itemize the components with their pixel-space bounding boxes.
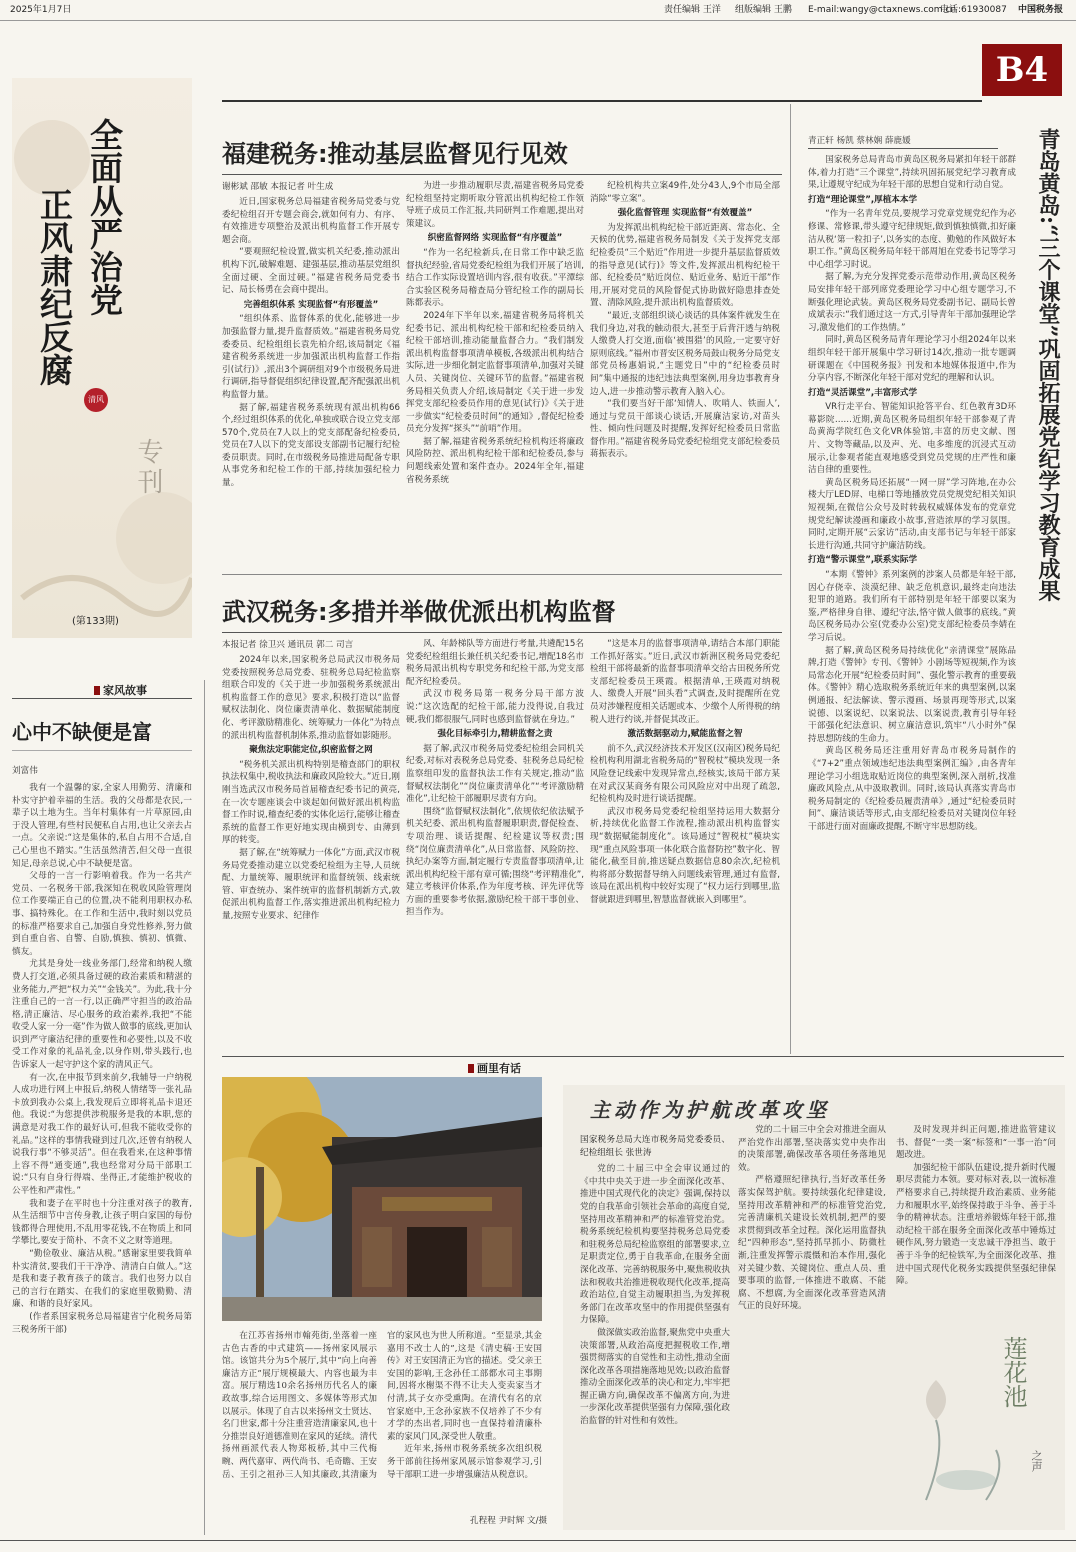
paragraph: 黄岛区税务局还拓展“一网一屏”学习阵地,在办公楼大厅LED屏、电梯口等地播放党员党规党纪相关知识短视频,在微信公众号及时转载权威媒体发布的党章党规党纪解读漫画和廉政小故事,营造浓厚的学习氛围。同时,定期开展“云家访”活动,由支部书记与年轻干部家长进行沟通,共同守护廉洁防线。 (808, 477, 1016, 551)
fujian-col2 (406, 180, 584, 564)
fujian-byline: 谢彬斌 邵敏 本报记者 叶生成 (222, 182, 334, 192)
paragraph: “这是本月的监督事项清单,请结合本部门职能工作抓好落实。”近日,武汉市新洲区税务局党委纪检组干部将最新的监督事项清单交给古田税务所党支部纪检委员王瑛霞。根据清单,王瑛霞对纳税人、缴费人开展“回头看”式调查,及时提醒所在党员对涉嫌程度相关话题或本、少缴个人所得税的纳税人进行约谈,并督促其改正。 (590, 639, 780, 725)
family-title-rule (12, 750, 192, 751)
commentary-title: 主动作为护航改革攻坚 (590, 1098, 830, 1122)
paragraph: 党的二十届三中全会对推进全面从严治党作出部署,坚决落实党中央作出的决策部署,确保改革各项任务落地见效。 (738, 1125, 886, 1173)
seal-stamp: 清风 (84, 388, 108, 412)
paragraph: 为进一步推动履职尽责,福建省税务局党委纪检组坚持定期听取分管派出机构纪检工作领导班子成员工作汇报,共同研判工作难题,提出对策建议。 (406, 181, 584, 229)
museum-photo (222, 1077, 542, 1321)
family-title: 心中不缺便是富 (12, 720, 152, 744)
left-column-divider (204, 680, 205, 1535)
fujian-headline-rule (222, 174, 782, 175)
seal-title: 莲花池 (999, 1336, 1027, 1408)
qingdao-body (808, 154, 1016, 1050)
issue-number: (第133期) (72, 616, 119, 627)
wuhan-byline: 本报记者 徐卫兴 通讯员 郭二 司言 (222, 640, 354, 650)
subheading: 打造“理论课堂”,厚植本本学 (808, 194, 918, 205)
paragraph: 党的二十届三中全会审议通过的《中共中央关于进一步全面深化改革、推进中国式现代化的决定》强调,保持以党的自我革命引领社会革命的高度自觉,坚持用改革精神和严的标准管党治党。税务系统纪检机构要坚持税务总局党委和驻税务总局纪检监察组的部署要求,立足职责定位,勇于自我革命,在服务全面深化改革、完善纳税服务中,聚焦税收执法和税收共治推进税收现代化改革,提高政治站位,自觉主动履职担当,为发挥税务部门在改革攻坚中的作用提供坚强有力保障。 (580, 1164, 730, 1326)
paragraph: VR行走平台、智能知识抢答平台、红色教育3D环幕影院……近期,黄岛区税务局组织年轻干部参观了青岛黄海学院红色文化VR体验馆,丰富的历史文献、图片、文物等藏品,以及声、光、电多维度的沉浸式互动展示,让参观者能直观地感受到党员党规的庄严性和廉洁自律的重要性。 (808, 402, 1016, 476)
fujian-headline: 福建税务:推动基层监督见行见效 (222, 140, 568, 168)
picture-credit: 孔程程 尹时辉 文/摄 (470, 1516, 548, 1526)
subheading: 强化监督管理 实现监督“有效覆盖” (617, 208, 753, 219)
paragraph: (作者系国家税务总局福建省宁化税务局第三税务所干部) (12, 1311, 192, 1335)
contact-email[interactable]: E-mail:wangy@ctaxnews.com.cn (808, 5, 957, 15)
paragraph: 前不久,武汉经济技术开发区(汉南区)税务局纪检机构利用湖北省税务局的“智税杖”模块发现一条风险登记线索中发现异常点,经核实,该局干部方某在对武汉某商务有限公司风险应对中出现了疏忽,纪检机构及时进行谈话提醒。 (590, 743, 780, 805)
family-section-label: 家风故事 (94, 682, 147, 698)
paper-name: 中国税务报 (1018, 5, 1064, 15)
banner-title-line2: 正风肃纪反腐 (35, 188, 74, 386)
subheading: 打造“灵活课堂”,丰富形式学 (808, 387, 918, 398)
fujian-col1 (222, 196, 400, 564)
paragraph: 有一次,在申报节到来前夕,我辅导一户纳税人成功进行网上申报后,纳税人情绪等一张礼品卡放到我办公桌上,我发现后立即将礼品卡退还他。我说:“为您提供涉税服务是我的本职,您的满意是对我工作的最好认可,但我不能收受你的礼品。”这样的事情我碰到过几次,还曾有纳税人说我行事“不够灵活”。但在我看来,在这种事情上容不得“通变通”,我也经常对分局干部职工说:“只有自身行得端、坐得正,才能维护税收的公平性和严肃性。” (12, 1072, 192, 1196)
paragraph: 据了解,武汉市税务局党委纪检组会同机关纪委,对标对表税务总局党委、驻税务总局纪检监察组印发的监督执法工作有关规定,推动“监督赋权法制化”“岗位廉责清单化”“考评激励精准化”,让纪检干部履职尽责有方向。 (406, 743, 584, 805)
paragraph: 风、年龄梯队等方面进行考量,共遴配15名党委纪检组组长兼任机关纪委书记,增配18名市税务局派出机构专职党务和纪检干部,为党支部配齐纪检委员。 (406, 639, 584, 687)
family-body (12, 782, 192, 1530)
divider (222, 574, 782, 575)
banner-title-line1: 全面从严治党 (85, 118, 124, 316)
paragraph: 据了解,为充分发挥党委示范带动作用,黄岛区税务局安排年轻干部列席党委理论学习中心组专题学习,不断强化理论武装。黄岛区税务局党委副书记、副局长曾成斌表示:“我们通过这一方式,引导青年干部加强理论学习,激发他们的工作热情。” (808, 272, 1016, 333)
wuhan-headline: 武汉税务:多措并举做优派出机构监督 (222, 598, 616, 626)
paragraph: 国家税务总局青岛市黄岛区税务局紧扣年轻干部群体,着力打造“三个课堂”,持续巩固拓展党纪学习教育成果,让遵规守纪成为年轻干部的思想自觉和行动自觉。 (808, 155, 1016, 191)
wuhan-col1 (222, 654, 400, 1050)
paragraph: 武汉市税务局第一税务分局干部方波说:“这次选配的纪检干部,能力没得说,自我过硬,我们都很服气,同时也感到监督就在身边。” (406, 689, 584, 725)
commentary-col1 (580, 1134, 730, 1520)
lower-section-rule (222, 1056, 1064, 1057)
responsible-editor: 责任编辑 王洋 (664, 5, 721, 15)
subheading: 织密监督网络 实现监督“有序覆盖” (427, 233, 563, 244)
paragraph: “组织体系、监督体系的优化,能够进一步加强监督力量,提升监督质效。”福建省税务局党委委员、纪检组组长袁先柏介绍,该局制定《福建省税务系统进一步加强派出机构监督工作指引(试行)》,派出3个调研组对9个市级税务局进行调研,指导督促组织纪律设置,配齐配强派出机构监督力量。 (222, 314, 400, 400)
seal-subtitle: 之声 (1030, 1450, 1043, 1472)
paragraph: 我和妻子在平时也十分注重对孩子的教育,从生活细节中言传身教,让孩子明白家国的每份钱都得合理使用,不乱用零花钱,不在物质上和同学攀比,要安于简朴、不贪不义之财等道理。 (12, 1198, 192, 1247)
paragraph: 我有一个温馨的家,全家人用勤劳、清廉和朴实守护着幸福的生活。我的父母都是农民,一辈子以土地为生。当年村集体有一片草原园,由于没人管理,有些村民便私自占用,也让父亲去占一点。父亲说:“这是集体的,私自占用不合适,自己心里也不踏实。”生活虽然清苦,但父母一直很知足,母亲总说,心中不缺便是富。 (12, 783, 192, 869)
paragraph: 同时,黄岛区税务局青年理论学习小组2024年以来组织年轻干部开展集中学习研讨14次,推动一批专题调研课题在《中国税务报》刊发和本地媒体报道中,作为分享内容,不断深化年轻干部对党纪的理解和认识。 (808, 335, 1016, 384)
contact-phone: 电话:61930087 (940, 5, 1007, 15)
paragraph: 严格遵照纪律执行,当好改革任务落实保驾护航。要持续强化纪律建设,坚持用改革精神和严的标准管党治党,完善清廉机关建设长效机制,把严的要求贯彻到改革全过程。深化运用监督执纪“四种形态”,坚持抓早抓小、防微杜渐,注重发挥警示震慑和治本作用,强化对关键少数、关键岗位、重点人员、重要事项的监督,一体推进不敢腐、不能腐、不想腐,为全面深化改革营造风清气正的良好环境。 (738, 1175, 886, 1312)
paragraph: 2024年以来,国家税务总局武汉市税务局党委按照税务总局党委、驻税务总局纪检监察组联合印发的《关于进一步加强税务系统派出机构监督工作的意见》要求,积极打造以“监督赋权法制化、岗位廉责清单化、数据赋能制度化、考评激励精准化、统筹赋力一体化”为特点的派出机构监督机制体系,推动监督如影随形。 (222, 655, 400, 741)
family-rule (12, 698, 192, 699)
paragraph: 据了解,福建省税务系统现有派出机构66个,经过组织体系的优化,单独或联合设立党支部570个,党员在7人以上的党支部配备纪检委员,党员在7人以下的党支部设支部副书记履行纪检委员职责。同时,在市级税务局推进局配备专职从事党务和纪检工作的干部,持续加强纪检力量。 (222, 402, 400, 489)
paragraph: 据了解,福建省税务系统纪检机构还将廉政风险防控、派出机构纪检干部和纪检委员,参与问题线索处置和案件查办。2024年全年,福建省税务系统 (406, 436, 584, 485)
paragraph: “作为一名纪检新兵,在日常工作中缺乏监督执纪经验,省局党委纪检组为我们开展了培训,结合工作实际设置培训内容,很有收获。”平潭综合实验区税务局稽查局分管纪检工作的副局长陈都表示。 (406, 247, 584, 309)
commentary-col2 (738, 1124, 886, 1520)
commentary-author: 国家税务总局大连市税务局党委委员、纪检组组长 张世涛 (580, 1135, 730, 1158)
lotus-seal (896, 1330, 1056, 1520)
subheading: 聚焦法定职能定位,织密监督之网 (249, 745, 373, 756)
qingdao-byline: 青正轩 杨凯 蔡林娴 薛鹿媛 (808, 136, 911, 146)
special-label: 专刊 (133, 438, 163, 498)
paragraph: 据了解,黄岛区税务局持续优化“亲清课堂”展陈品牌,打造《警钟》专刊、《警钟》小剧场等短视频,作为该局常态化开展“纪检委员时间”、强化警示教育的重要载体。《警钟》精心选取税务系统近年来的典型案例,以案例通报、纪法解读、警示漫画、场景再现等形式,以案说德、以案说纪、以案说法、以案说责,教育引导年轻干部强化纪法意识、树立廉洁意识,筑牢“八小时外”保持思想防线的生命力。 (808, 645, 1016, 744)
bottom-rule (0, 1540, 1076, 1541)
lotus-icon (896, 1330, 1056, 1520)
subheading: 强化目标牵引力,精耕监督之责 (437, 729, 553, 740)
paragraph: 纪检机构共立案49件,处分43人,9个市局全部消除“零立案”。 (590, 181, 780, 204)
top-rule (222, 100, 982, 102)
paragraph: 武汉市税务局党委纪检组坚持运用大数据分析,持续优化监督工作流程,推动派出机构监督实现“数据赋能制度化”。该局通过“智税杖”模块实现“重点风险事项一体化联合监督防控”数字化、智能化,截至目前,推送疑点数据信息80余次,纪检机构将部分数据督导纳入问题线索管理,通过有监督,该局在派出机构中较好实现了“权力运行到哪里,监督就跟进到哪里,智慧监督就嵌入到哪里”。 (590, 806, 780, 905)
page-header (0, 0, 1076, 21)
wuhan-col3 (590, 638, 780, 1050)
paragraph: 及时发现并纠正问题,推进监管建议书、督促“一类一案”标签和“一事一治”问题改进。 (896, 1125, 1056, 1161)
picture-section-label: 画里有话 (468, 1060, 521, 1076)
subheading: 完善组织体系 实现监督“有形覆盖” (243, 299, 379, 310)
paragraph: “勤俭敬业、廉洁从税。”感谢家里要我简单朴实清贫,要我们干干净净、清清白白做人。”这是我和妻子教育孩子的箴言。我们也努力以自己的言行在踏实、在我们的家庭里敬勤勤、清廉、和谐的良好家风。 (12, 1248, 192, 1310)
paragraph: 据了解,在“统筹赋力一体化”方面,武汉市税务局党委推动建立以党委纪检组为主导,人员统配、力量统筹、履职统评和监督统领、线索统管、审查统办、案件统审的监督机制新方式,敦促派出机构监督工作,落实推进派出机构纪检力量,按照专业要求、纪律作 (222, 847, 400, 921)
paragraph: 为发挥派出机构纪检干部近距离、常态化、全天候的优势,福建省税务局制发《关于发挥党支部纪检委员“三个贴近”作用进一步提升基层监督质效的指导意见(试行)》等文件,发挥派出机构纪检干部、纪检委员“贴近岗位、贴近业务、贴近干部”作用,开展对党员的风险督促式协助做好隐患排查处置、清除风险,提升派出机构监督质效。 (590, 222, 780, 309)
paragraph: 2024年下半年以来,福建省税务局将机关纪委书记、派出机构纪检干部和纪检委员纳入纪检干部培训,推动能量监督合力。“我们制发派出机构监督事项清单模板,各级派出机构结合实际,进一步细化制定监督事项清单,加强对关键人员、关键岗位、关键环节的监督。”福建省税务局相关负责人介绍,该局制定《关于进一步发挥党支部纪检委员作用的意见(试行)》《关于进一步做实“纪检委员时间”的通知》,督促纪检委员充分发挥“探头”“前哨”作用。 (406, 310, 584, 435)
wuhan-col2 (406, 638, 584, 1050)
subheading: 激活数据驱动力,赋能监督之智 (627, 729, 743, 740)
subheading: 打造“警示课堂”,联系实际学 (808, 555, 918, 566)
paragraph: 黄岛区税务局还注重用好青岛市税务局制作的《“7+2”重点领域违纪违法典型案例汇编》,由各青年理论学习小组选取贴近岗位的典型案例,深入剖析,找准廉政风险点,从中汲取教训。同时,该局认真落实青岛市税务局制定的《纪检委员履责清单》,通过“纪检委员时间”、廉洁谈话等形式,由支部纪检委员对关键岗位年轻干部进行面对面廉政提醒,不断守牢思想防线。 (808, 746, 1016, 832)
paragraph: 尤其是身处一线业务部门,经常和纳税人缴费人打交道,必须具备过硬的政治素质和精湛的业务能力,严把“权力关”“金钱关”。为此,我十分注重自己的一言一行,以正确严守担当的政治品格,清正廉洁、尽心服务的政治素养,我把“不能收受人家一分一毫”作为做人做事的底线,更加认识到严守廉洁纪律的重要性和必要性,以及不收受工作对象的礼品礼金,以身作则,带头践行,也告诉家人一起守护这个家的清风正气。 (12, 959, 192, 1071)
paragraph: “作为一名青年党员,要规学习党章党规党纪作为必修课、常修课,带头遵守纪律规矩,做到慎独慎微,扣好廉洁从税‘第一粒扣子’,以务实的态度、勤勉的作风做好本职工作。”黄岛区税务局年轻干部周旭在党委书记等学习中心组学习时说。 (808, 209, 1016, 270)
picture-caption (222, 1330, 542, 1510)
museum-illustration (222, 1077, 542, 1321)
page-number-badge: B4 (982, 44, 1062, 96)
paragraph: 近年来,扬州市税务系统多次组织税务干部前往扬州家风展示馆参观学习,引导干部职工进一步增强廉洁从税意识。 (387, 1444, 542, 1480)
paragraph: “要观照纪检设置,做实机关纪委,推动派出机构下沉,破解难题、建强基层,推动基层党组织全面过硬、全面过硬。”福建省税务局党委书记、局长杨勇在会商中提出。 (222, 247, 400, 296)
paragraph: “最近,支部组织谈心谈话的具体案件就发生在我们身边,对我的触动很大,甚至于后背汗透与纳税人缴费人打交道,面临‘被围猎’的风险,一定要守好原则底线。”福州市晋安区税务局鼓山税务分局党支部党员杨惠娟说,“主题党日”中的“纪检委员时间”集中通报的违纪违法典型案例,用身边事教育身边人,进一步推动警示教育入脑入心。 (590, 310, 780, 397)
paragraph: 做深做实政治监督,聚焦党中央重大决策部署,从政治高度把握税收工作,增强贯彻落实的自觉性和主动性,推动全面深化改革各项措施落地见效;以政治监督推动全面深化改革的决心和定力,牢牢把握正确方向,确保改革不偏离方向,为进一步深化改革提供坚强有力保障,强化政治监督的针对性和有效性。 (580, 1327, 730, 1427)
paragraph: 加强纪检干部队伍建设,提升新时代履职尽责能力本领。要对标对表,以一流标准严格要求自己,持续提升政治素质、业务能力和履职水平,始终保持敢于斗争、善于斗争的精神状态。注重培养锻炼年轻干部,推动纪检干部在服务全面深化改革中锤炼过硬作风,努力锻造一支忠诚干净担当、敢于善于斗争的纪检铁军,为全面深化改革、推进中国式现代化税务实践提供坚强纪律保障。 (896, 1162, 1056, 1287)
qingdao-byline-rule (808, 148, 998, 149)
wuhan-headline-rule (222, 632, 782, 633)
column-divider (790, 104, 791, 1054)
paragraph: 近日,国家税务总局福建省税务局党委与党委纪检组召开专题会商会,就如何有力、有序、有效推进专项整治及派出机构监督工作开展专题会商。 (222, 197, 400, 245)
paragraph: 在江苏省扬州市翰苑街,坐落着一座古色古香的中式建筑——扬州家风展示馆。该馆共分为5个展厅,其中“向上向善 廉洁方正”展厅规模最大、内容也最为丰富。展厅精选10余名扬州历代名人的廉政故事,综合运用图文、多媒体等形式加以展示。体现了自古以来扬州文士贤达、名门世家,都十分注重营造清廉家风,也十分推崇良好道德准则在家风的延续。清代扬州画派代表人物郑板桥,其中三代梅畹、两代嘉审、两代尚书、毛奇瞻、王安岳、王引之祖孙三人知其廉政,其清廉为官的家风也为世人所称道。“至显录,其金嘉用不改士人的”,这是《清史稿·王安国传》对王安国清正为官的描述。受父亲王安国的影响,王念孙任工部都水司主事期间,因将水榭渠不得不让夫人变卖家当才付清,其子女亦受熏陶。在清代有名的京官家庭中,王念孙家族不仅培养了不少有才学的杰出者,同时也一直保持着清廉朴素的家风门风,深受世人敬重。 (222, 1331, 542, 1480)
commentary-col3 (896, 1124, 1056, 1320)
qingdao-headline: 青岛黄岛:“三个课堂”巩固拓展党纪学习教育成果 (1035, 128, 1061, 602)
family-author: 刘富伟 (12, 766, 38, 776)
paragraph: 围绕“监督赋权法制化”,依规依纪依法赋予机关纪委、派出机构监督履职职责,督促检查、专项治理、谈话提醒、纪检建议等权责;围绕“岗位廉责清单化”,从日常监督、风险防控、执纪办案等方面,制定履行专责监督事项清单,让派出机构纪检干部有章可循;围绕“考评精准化”,建立考核评价体系,作为年度考核、评先评优等方面的重要参考依据,激励纪检干部干事创业、担当作为。 (406, 806, 584, 918)
special-banner (12, 78, 192, 638)
issue-date: 2025年1月7日 (10, 5, 72, 15)
layout-editor: 组版编辑 王鹏 (735, 5, 792, 15)
paragraph: “税务机关派出机构特别是稽查部门的职权执法权集中,税收执法和廉政风险较大。”近日,刚刚当选武汉市税务局首届稽查纪委书记的黄亮,在一次专题座谈会中谈起如何做好派出机构监督工作时说,稽查纪委的实体化运行,能够让稽查系统的监督工作更好地实现由横到专、由薄到厚的转变。 (222, 759, 400, 846)
paragraph: “我们要当好干部‘知情人、吹哨人、铁面人’,通过与党员干部谈心谈话,开展廉洁家访,对苗头性、倾向性问题及时提醒,发挥好纪检委员日常监督作用。”福建省税务局党委纪检组党支部纪检委员蒋振表示。 (590, 399, 780, 460)
paragraph: “本期《警钟》系列案例的涉案人员都是年轻干部,因心存侥幸、淡漠纪律、缺乏危机意识,最终走向违法犯罪的道路。我们所有干部特别是年轻干部要以案为鉴,严格律身自律、遵纪守法,恪守做人做事的底线。”黄岛区税务局办公室(党委办公室)党支部纪检委员李婧在学习后说。 (808, 570, 1016, 643)
paragraph: 父母的一言一行影响着我。作为一名共产党员、一名税务干部,我深知在税收风险管理岗位工作要端正自己的位置,决不能利用职权办私事、搞特殊化。在工作和生活中,我时刻以党员的标准严格要求自己,加强自身党性修养,努力做到自重自省、自警、自励,慎独、慎初、慎微、慎友。 (12, 871, 192, 957)
fujian-col3 (590, 180, 780, 564)
